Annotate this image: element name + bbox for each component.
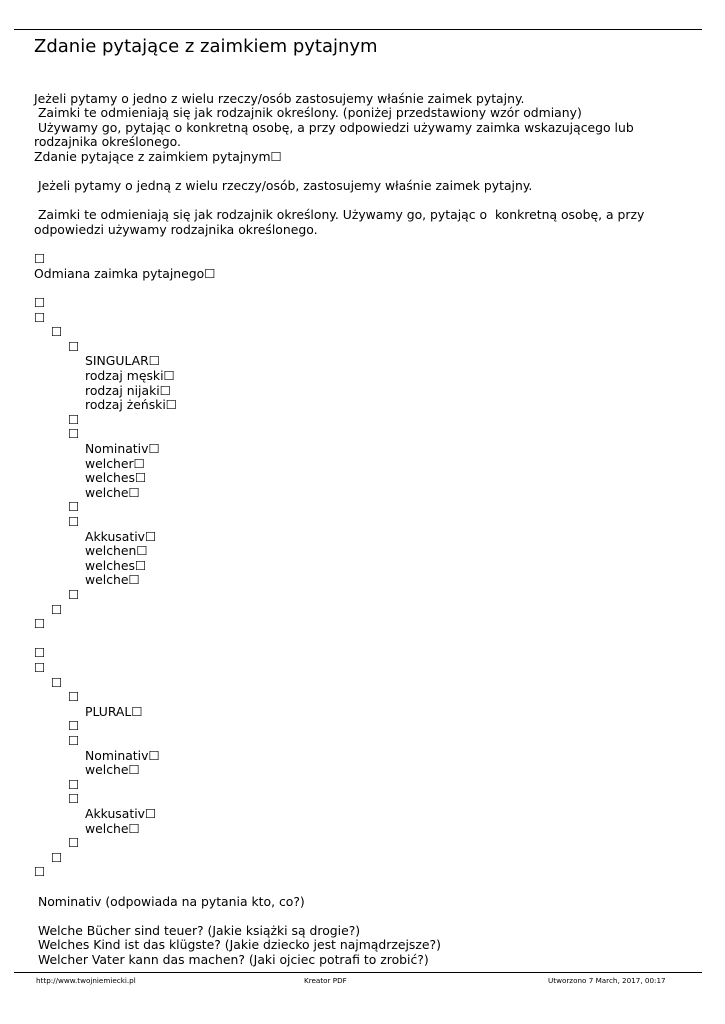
text-line: Jeżeli pytamy o jedną z wielu rzeczy/osób, zastosujemy właśnie zaimek pytajny. bbox=[34, 178, 533, 194]
text-line: ☐ bbox=[51, 674, 63, 690]
text-line: PLURAL☐ bbox=[85, 703, 143, 719]
text-line: welche☐ bbox=[85, 484, 140, 500]
text-line: ☐ bbox=[68, 499, 80, 515]
text-line: ☐ bbox=[34, 659, 46, 675]
text-line: ☐ bbox=[68, 338, 80, 354]
footer-created-date: Utworzono 7 March, 2017, 00:17 bbox=[548, 976, 666, 985]
text-line: Welches Kind ist das klügste? (Jakie dziecko jest najmądrzejsze?) bbox=[34, 937, 441, 953]
text-line: Zaimki te odmieniają się jak rodzajnik określony. Używamy go, pytając o konkretną osobę, a przy bbox=[34, 207, 645, 223]
text-line: ☐ bbox=[68, 791, 80, 807]
footer-url: http://www.twojniemiecki.pl bbox=[36, 976, 136, 985]
text-line: rodzaj męski☐ bbox=[85, 367, 175, 383]
text-line: ☐ bbox=[51, 849, 63, 865]
text-line: Akkusativ☐ bbox=[85, 528, 157, 544]
text-line: ☐ bbox=[68, 732, 80, 748]
footer-rule bbox=[14, 972, 702, 973]
text-line: Jeżeli pytamy o jedno z wielu rzeczy/osób zastosujemy właśnie zaimek pytajny. bbox=[34, 90, 525, 106]
text-line: odpowiedzi używamy rodzajnika określonego. bbox=[34, 221, 318, 237]
document-title: Zdanie pytające z zaimkiem pytajnym bbox=[34, 36, 378, 57]
text-line: ☐ bbox=[68, 513, 80, 529]
text-line: ☐ bbox=[68, 411, 80, 427]
text-line: Używamy go, pytając o konkretną osobę, a przy odpowiedzi używamy zaimka wskazującego lub bbox=[34, 119, 634, 135]
text-line: ☐ bbox=[68, 776, 80, 792]
text-line: ☐ bbox=[68, 835, 80, 851]
text-line: Nominativ☐ bbox=[85, 440, 160, 456]
text-line: ☐ bbox=[68, 586, 80, 602]
text-line: welches☐ bbox=[85, 557, 147, 573]
text-line: Welche Bücher sind teuer? (Jakie książki są drogie?) bbox=[34, 922, 361, 938]
text-line: welchen☐ bbox=[85, 543, 148, 559]
text-line: ☐ bbox=[68, 689, 80, 705]
text-line: ☐ bbox=[34, 616, 46, 632]
text-line: Zdanie pytające z zaimkiem pytajnym☐ bbox=[34, 148, 282, 164]
text-line: Odmiana zaimka pytajnego☐ bbox=[34, 265, 216, 281]
text-line: welche☐ bbox=[85, 762, 140, 778]
text-line: welche☐ bbox=[85, 820, 140, 836]
text-line: ☐ bbox=[68, 718, 80, 734]
text-line: welche☐ bbox=[85, 572, 140, 588]
text-line: welcher☐ bbox=[85, 455, 145, 471]
footer-generator: Kreator PDF bbox=[304, 976, 347, 985]
text-line: ☐ bbox=[34, 645, 46, 661]
text-line: Nominativ (odpowiada na pytania kto, co?) bbox=[34, 893, 305, 909]
text-line: rodzaj nijaki☐ bbox=[85, 382, 171, 398]
text-line: ☐ bbox=[34, 251, 46, 267]
text-line: SINGULAR☐ bbox=[85, 353, 160, 369]
text-line: welches☐ bbox=[85, 470, 147, 486]
text-line: ☐ bbox=[51, 601, 63, 617]
text-line: rodzaj żeński☐ bbox=[85, 397, 177, 413]
top-rule bbox=[14, 29, 702, 30]
text-line: ☐ bbox=[51, 324, 63, 340]
text-line: Zaimki te odmieniają się jak rodzajnik określony. (poniżej przedstawiony wzór odmiany) bbox=[34, 105, 582, 121]
text-line: Akkusativ☐ bbox=[85, 805, 157, 821]
text-line: ☐ bbox=[34, 309, 46, 325]
text-line: Nominativ☐ bbox=[85, 747, 160, 763]
text-line: ☐ bbox=[34, 294, 46, 310]
text-line: ☐ bbox=[34, 864, 46, 880]
text-line: ☐ bbox=[68, 426, 80, 442]
text-line: Welcher Vater kann das machen? (Jaki ojciec potrafi to zrobić?) bbox=[34, 951, 429, 967]
text-line: rodzajnika określonego. bbox=[34, 134, 181, 150]
